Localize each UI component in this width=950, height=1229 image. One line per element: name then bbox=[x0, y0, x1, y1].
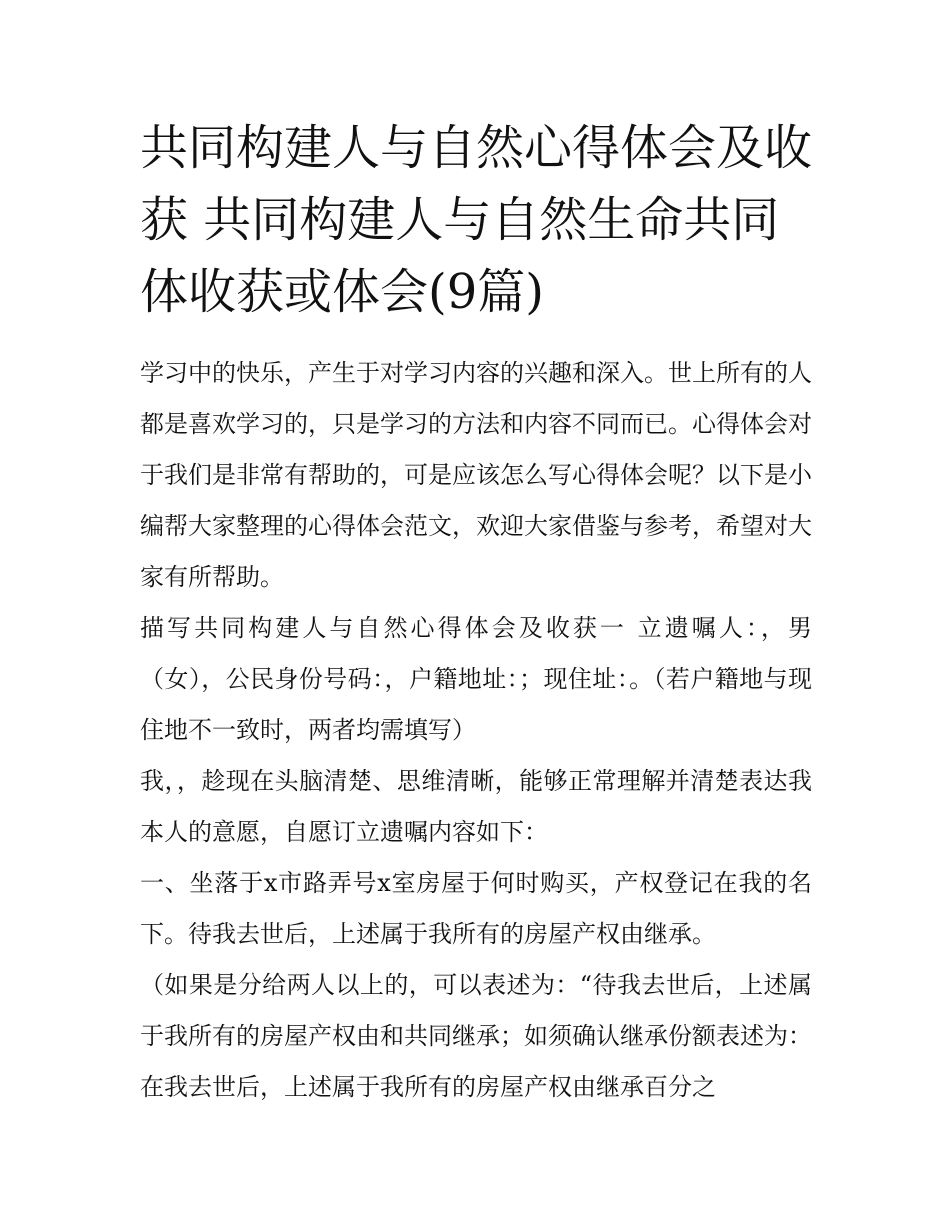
paragraph-declaration: 我，，趁现在头脑清楚、思维清晰，能够正常理解并清楚表达我本人的意愿，自愿订立遗嘱内容如下： bbox=[140, 767, 812, 846]
document-body bbox=[140, 348, 812, 1113]
paragraph-will-header: 描写共同构建人与自然心得体会及收获一 立遗嘱人：，男（女），公民身份号码：，户籍地址：；现住址：。（若户籍地与现住地不一致时，两者均需填写） bbox=[140, 614, 812, 744]
paragraph-note: （如果是分给两人以上的，可以表述为：“待我去世后，上述属于我所有的房屋产权由和共同继承；如须确认继承份额表述为：在我去世后，上述属于我所有的房屋产权由继承百分之 bbox=[140, 971, 812, 1101]
document-content bbox=[140, 112, 812, 1113]
paragraph-item-one: 一、坐落于x市路弄号x室房屋于何时购买，产权登记在我的名下。待我去世后，上述属于我所有的房屋产权由继承。 bbox=[140, 869, 812, 948]
document-title: 共同构建人与自然心得体会及收获 共同构建人与自然生命共同体收获或体会(9篇) bbox=[140, 120, 813, 320]
paragraph-intro: 学习中的快乐，产生于对学习内容的兴趣和深入。世上所有的人都是喜欢学习的，只是学习的方法和内容不同而已。心得体会对于我们是非常有帮助的，可是应该怎么写心得体会呢？以下是小编帮大家整理的心得体会范文，欢迎大家借鉴与参考，希望对大家有所帮助。 bbox=[140, 359, 812, 591]
